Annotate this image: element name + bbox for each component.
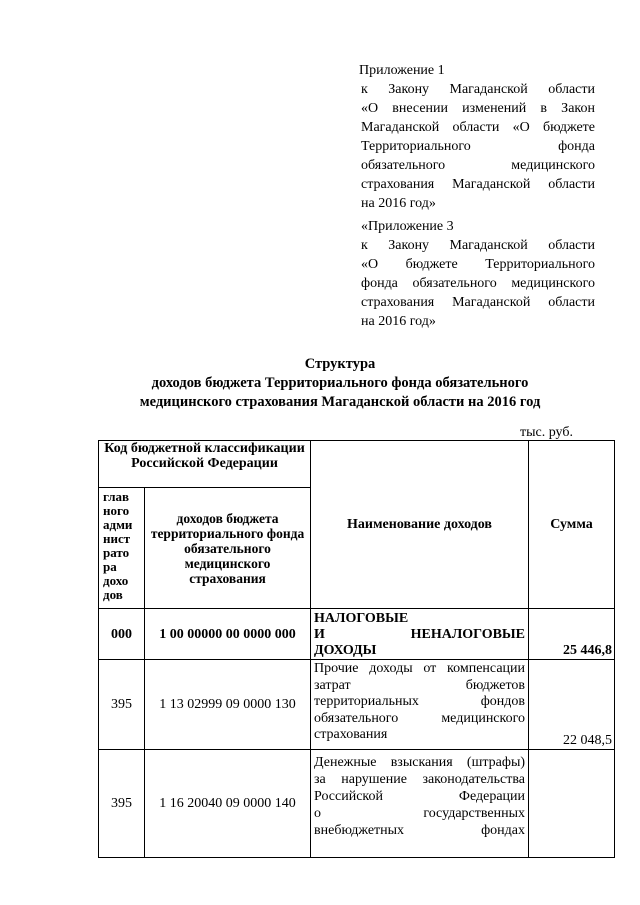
appendix-1-line: к Закону Магаданской области	[361, 82, 595, 97]
document-title-line: Структура	[304, 356, 376, 372]
document-title-line: доходов бюджета Территориального фонда обязательного	[151, 375, 529, 391]
cell-admin: 395	[99, 660, 145, 750]
cell-name	[311, 609, 529, 660]
cell-name-line: Денежные взыскания (штрафы)	[314, 755, 526, 770]
appendix-3-line: к Закону Магаданской области	[361, 238, 595, 253]
cell-sum: 25 446,8	[529, 609, 615, 660]
table-row	[99, 609, 615, 660]
cell-name-line: И НЕНАЛОГОВЫЕ	[314, 627, 526, 642]
cell-name-line: затрат бюджетов	[314, 677, 526, 693]
header-sum: Сумма	[529, 441, 615, 609]
cell-code: 1 13 02999 09 0000 130	[145, 660, 311, 750]
header-income-code: доходов бюджета территориального фонда обязательного медицинского страхования	[145, 488, 311, 609]
cell-name-line: за нарушение законодательства	[314, 772, 526, 787]
cell-code: 1 16 20040 09 0000 140	[145, 750, 311, 858]
unit-label: тыс. руб.	[520, 425, 573, 440]
cell-name-line: страхования	[314, 727, 388, 742]
document-title	[60, 355, 620, 412]
appendix-1-line: на 2016 год»	[361, 196, 436, 211]
appendix-1-title: Приложение 1	[359, 63, 445, 78]
income-table	[98, 440, 615, 858]
cell-name-line: обязательного медицинского	[314, 710, 526, 726]
cell-sum: 22 048,5	[529, 660, 615, 750]
cell-admin: 000	[99, 609, 145, 660]
cell-name-line: территориальных фондов	[314, 694, 526, 709]
appendix-1-note	[361, 61, 595, 213]
cell-name	[311, 660, 529, 750]
cell-name-line: ДОХОДЫ	[314, 643, 377, 658]
cell-name-line: о государственных	[314, 806, 526, 821]
appendix-1-line: «О внесении изменений в Закон	[361, 101, 595, 116]
appendix-1-line: Территориального фонда	[361, 139, 595, 154]
header-admin-code: глав ного адми нист рато ра дохо дов	[99, 488, 145, 609]
cell-admin: 395	[99, 750, 145, 858]
appendix-3-line: на 2016 год»	[361, 314, 436, 329]
document-title-line: медицинского страхования Магаданской области на 2016 год	[139, 394, 541, 410]
cell-code: 1 00 00000 00 0000 000	[145, 609, 311, 660]
appendix-3-title: «Приложение 3	[361, 219, 454, 234]
cell-name-line: НАЛОГОВЫЕ	[314, 611, 409, 626]
appendix-1-line: Магаданской области «О бюджете	[361, 120, 595, 135]
header-income-name: Наименование доходов	[311, 441, 529, 609]
appendix-3-line: страхования Магаданской области	[361, 295, 595, 310]
cell-name-line: Российской Федерации	[314, 789, 526, 804]
appendix-1-line: страхования Магаданской области	[361, 177, 595, 192]
appendix-3-line: «О бюджете Территориального	[361, 257, 595, 272]
appendix-3-note	[361, 217, 595, 331]
appendix-1-line: обязательного медицинского	[361, 158, 595, 173]
appendix-3-line: фонда обязательного медицинского	[361, 276, 595, 291]
cell-name-line: Прочие доходы от компенсации	[314, 661, 526, 676]
cell-name-line: внебюджетных фондах	[314, 823, 526, 838]
cell-sum	[529, 750, 615, 858]
table-row	[99, 750, 615, 858]
table-row	[99, 660, 615, 750]
header-code-group: Код бюджетной классификации Российской Федерации	[99, 441, 311, 488]
cell-name	[311, 750, 529, 858]
